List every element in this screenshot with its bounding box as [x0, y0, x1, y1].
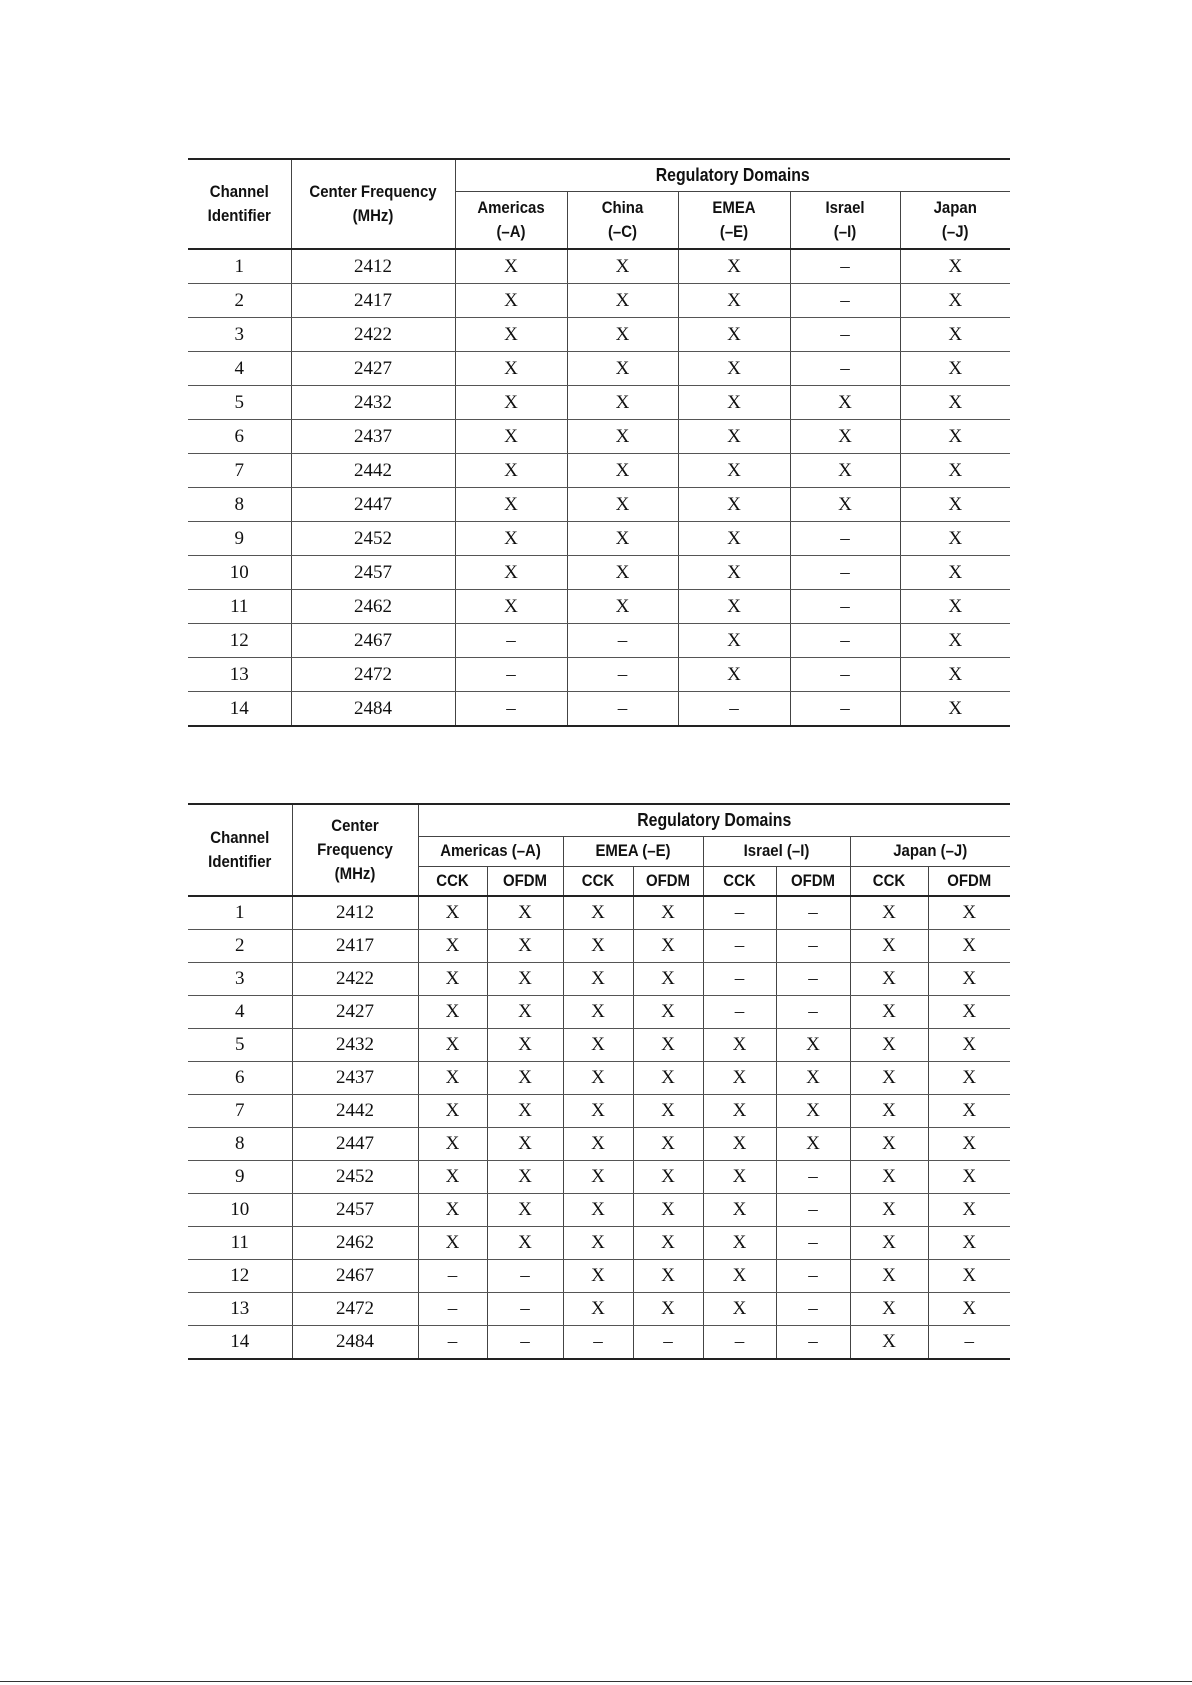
support-cell: X [850, 1260, 928, 1293]
support-cell: X [418, 996, 487, 1029]
table-row [188, 454, 1010, 488]
channel-cell: 5 [188, 386, 291, 420]
frequency-cell: 2432 [291, 386, 455, 420]
support-cell: X [633, 963, 703, 996]
support-cell: – [790, 624, 900, 658]
support-cell: X [928, 1161, 1010, 1194]
support-cell: X [678, 249, 790, 284]
support-cell: – [703, 896, 776, 930]
support-cell: X [678, 556, 790, 590]
support-cell: X [487, 1194, 563, 1227]
table-row [188, 1260, 1010, 1293]
table-row [188, 284, 1010, 318]
modulation-ofdm-header: OFDM [780, 866, 845, 896]
regulatory-domains-header: Regulatory Domains [454, 804, 975, 836]
support-cell: X [563, 963, 633, 996]
channel-cell: 3 [188, 318, 291, 352]
modulation-cck-header: CCK [707, 866, 771, 896]
support-cell: X [418, 1062, 487, 1095]
support-cell: – [790, 590, 900, 624]
channel-cell: 5 [188, 1029, 292, 1062]
support-cell: X [900, 556, 1010, 590]
support-cell: – [790, 284, 900, 318]
table-row [188, 556, 1010, 590]
support-cell: – [567, 658, 678, 692]
table-row [188, 249, 1010, 284]
support-cell: X [633, 930, 703, 963]
table-row [188, 1326, 1010, 1360]
table-row [188, 318, 1010, 352]
support-cell: X [563, 1161, 633, 1194]
channel-identifier-header: Channel Identifier [194, 804, 286, 896]
support-cell: X [900, 318, 1010, 352]
support-cell: X [633, 1227, 703, 1260]
support-cell: – [790, 658, 900, 692]
support-cell: X [928, 963, 1010, 996]
support-cell: X [703, 1260, 776, 1293]
support-cell: – [776, 1227, 850, 1260]
table-row [188, 996, 1010, 1029]
table-row [188, 420, 1010, 454]
support-cell: X [567, 249, 678, 284]
support-cell: – [418, 1293, 487, 1326]
support-cell: X [900, 284, 1010, 318]
support-cell: X [455, 420, 567, 454]
support-cell: X [567, 556, 678, 590]
domain-header-americas: Americas (–A) [462, 191, 561, 249]
channel-cell: 7 [188, 1095, 292, 1128]
support-cell: X [703, 1194, 776, 1227]
support-cell: X [850, 996, 928, 1029]
support-cell: – [567, 692, 678, 727]
support-cell: X [790, 386, 900, 420]
frequency-cell: 2442 [291, 454, 455, 488]
domain-header-emea: EMEA (–E) [685, 191, 784, 249]
channel-cell: 14 [188, 692, 291, 727]
support-cell: X [633, 896, 703, 930]
channel-cell: 12 [188, 624, 291, 658]
support-cell: – [790, 249, 900, 284]
support-cell: – [790, 556, 900, 590]
support-cell: – [790, 522, 900, 556]
support-cell: X [850, 1128, 928, 1161]
frequency-cell: 2472 [292, 1293, 418, 1326]
support-cell: X [567, 488, 678, 522]
support-cell: X [418, 963, 487, 996]
support-cell: X [678, 454, 790, 488]
table-row [188, 1194, 1010, 1227]
support-cell: X [418, 896, 487, 930]
channel-cell: 7 [188, 454, 291, 488]
channel-cell: 12 [188, 1260, 292, 1293]
support-cell: X [455, 590, 567, 624]
domain-header-china: China (–C) [574, 191, 672, 249]
center-frequency-header: Center Frequency (MHz) [300, 804, 411, 896]
support-cell: X [928, 1227, 1010, 1260]
support-cell: X [563, 1194, 633, 1227]
table-row [188, 1095, 1010, 1128]
support-cell: – [563, 1326, 633, 1360]
support-cell: X [455, 522, 567, 556]
support-cell: X [678, 590, 790, 624]
support-cell: X [850, 1095, 928, 1128]
support-cell: X [455, 386, 567, 420]
support-cell: X [928, 1128, 1010, 1161]
channel-cell: 6 [188, 420, 291, 454]
modulation-ofdm-header: OFDM [933, 866, 1005, 896]
support-cell: X [928, 930, 1010, 963]
support-cell: X [928, 1062, 1010, 1095]
frequency-cell: 2462 [291, 590, 455, 624]
support-cell: X [563, 1128, 633, 1161]
support-cell: X [776, 1095, 850, 1128]
support-cell: – [776, 1161, 850, 1194]
channel-cell: 9 [188, 1161, 292, 1194]
support-cell: – [928, 1326, 1010, 1360]
table-row [188, 624, 1010, 658]
channel-cell: 14 [188, 1326, 292, 1360]
support-cell: X [418, 930, 487, 963]
domain-header-israel: Israel (–I) [797, 191, 894, 249]
domain-header-emea: EMEA (–E) [571, 836, 694, 866]
support-cell: – [678, 692, 790, 727]
support-cell: X [567, 590, 678, 624]
table-row [188, 1293, 1010, 1326]
modulation-cck-header: CCK [422, 866, 483, 896]
frequency-cell: 2417 [291, 284, 455, 318]
support-cell: X [563, 930, 633, 963]
support-cell: X [850, 1062, 928, 1095]
frequency-cell: 2432 [292, 1029, 418, 1062]
support-cell: X [928, 1095, 1010, 1128]
support-cell: X [678, 386, 790, 420]
support-cell: X [928, 1194, 1010, 1227]
support-cell: X [567, 454, 678, 488]
support-cell: – [776, 1194, 850, 1227]
domain-header-japan: Japan (–J) [860, 836, 1001, 866]
channel-table-body [188, 896, 1010, 1359]
center-frequency-header: Center Frequency (MHz) [301, 159, 445, 249]
support-cell: X [703, 1227, 776, 1260]
table-row [188, 1029, 1010, 1062]
support-cell: X [418, 1161, 487, 1194]
support-cell: X [703, 1128, 776, 1161]
support-cell: X [563, 1293, 633, 1326]
support-cell: X [703, 1029, 776, 1062]
support-cell: X [455, 318, 567, 352]
modulation-ofdm-header: OFDM [492, 866, 559, 896]
table-row [188, 352, 1010, 386]
support-cell: X [487, 996, 563, 1029]
support-cell: X [678, 658, 790, 692]
channel-cell: 1 [188, 896, 292, 930]
support-cell: X [418, 1095, 487, 1128]
channel-cell: 3 [188, 963, 292, 996]
support-cell: X [487, 1128, 563, 1161]
frequency-cell: 2422 [292, 963, 418, 996]
support-cell: X [567, 420, 678, 454]
support-cell: X [633, 1161, 703, 1194]
support-cell: X [678, 318, 790, 352]
support-cell: X [678, 420, 790, 454]
support-cell: X [563, 896, 633, 930]
support-cell: X [563, 1260, 633, 1293]
support-cell: X [850, 1161, 928, 1194]
support-cell: X [776, 1062, 850, 1095]
support-cell: X [633, 1260, 703, 1293]
support-cell: X [563, 1227, 633, 1260]
support-cell: X [776, 1128, 850, 1161]
frequency-cell: 2447 [292, 1128, 418, 1161]
table-row [188, 1161, 1010, 1194]
channel-identifier-header: Channel Identifier [194, 159, 285, 249]
channel-cell: 4 [188, 996, 292, 1029]
regulatory-domains-header: Regulatory Domains [488, 159, 976, 191]
table-row [188, 1062, 1010, 1095]
support-cell: X [487, 1095, 563, 1128]
frequency-cell: 2447 [291, 488, 455, 522]
support-cell: X [487, 1029, 563, 1062]
support-cell: X [418, 1227, 487, 1260]
channel-table-body [188, 249, 1010, 726]
support-cell: X [567, 352, 678, 386]
support-cell: – [455, 624, 567, 658]
page-bottom-rule [0, 1681, 1192, 1682]
support-cell: X [790, 488, 900, 522]
support-cell: X [900, 352, 1010, 386]
support-cell: X [900, 420, 1010, 454]
support-cell: – [776, 896, 850, 930]
support-cell: X [455, 556, 567, 590]
support-cell: X [487, 963, 563, 996]
support-cell: X [633, 1194, 703, 1227]
support-cell: X [850, 1194, 928, 1227]
support-cell: X [633, 1029, 703, 1062]
domain-header-israel: Israel (–I) [712, 836, 841, 866]
channel-cell: 2 [188, 930, 292, 963]
support-cell: X [487, 1227, 563, 1260]
channel-cell: 10 [188, 1194, 292, 1227]
support-cell: X [455, 454, 567, 488]
frequency-cell: 2437 [291, 420, 455, 454]
support-cell: X [703, 1293, 776, 1326]
frequency-cell: 2412 [291, 249, 455, 284]
support-cell: X [563, 996, 633, 1029]
support-cell: X [850, 1293, 928, 1326]
support-cell: – [703, 963, 776, 996]
support-cell: – [487, 1293, 563, 1326]
support-cell: X [850, 930, 928, 963]
support-cell: X [487, 930, 563, 963]
table-row [188, 522, 1010, 556]
support-cell: X [487, 1062, 563, 1095]
frequency-cell: 2437 [292, 1062, 418, 1095]
table-row [188, 692, 1010, 727]
domain-header-japan: Japan (–J) [907, 191, 1004, 249]
support-cell: – [455, 692, 567, 727]
support-cell: X [850, 1029, 928, 1062]
support-cell: X [563, 1095, 633, 1128]
table-row [188, 1128, 1010, 1161]
frequency-cell: 2484 [291, 692, 455, 727]
table-row [188, 896, 1010, 930]
support-cell: X [455, 352, 567, 386]
support-cell: X [900, 590, 1010, 624]
support-cell: X [850, 963, 928, 996]
support-cell: – [790, 318, 900, 352]
modulation-cck-header: CCK [855, 866, 924, 896]
support-cell: X [563, 1029, 633, 1062]
modulation-ofdm-header: OFDM [637, 866, 699, 896]
table-row [188, 930, 1010, 963]
support-cell: X [455, 488, 567, 522]
frequency-cell: 2452 [292, 1161, 418, 1194]
channel-cell: 2 [188, 284, 291, 318]
support-cell: X [850, 896, 928, 930]
support-cell: X [678, 488, 790, 522]
channel-table-by-domain [188, 158, 1010, 727]
support-cell: X [928, 1293, 1010, 1326]
support-cell: X [678, 624, 790, 658]
channel-cell: 13 [188, 658, 291, 692]
channel-cell: 11 [188, 1227, 292, 1260]
support-cell: X [900, 522, 1010, 556]
support-cell: X [850, 1227, 928, 1260]
support-cell: – [703, 996, 776, 1029]
frequency-cell: 2412 [292, 896, 418, 930]
frequency-cell: 2422 [291, 318, 455, 352]
channel-cell: 11 [188, 590, 291, 624]
frequency-cell: 2484 [292, 1326, 418, 1360]
support-cell: X [776, 1029, 850, 1062]
frequency-cell: 2427 [292, 996, 418, 1029]
frequency-cell: 2417 [292, 930, 418, 963]
support-cell: X [678, 284, 790, 318]
support-cell: X [487, 896, 563, 930]
support-cell: – [487, 1260, 563, 1293]
support-cell: X [900, 454, 1010, 488]
table-row [188, 386, 1010, 420]
channel-cell: 8 [188, 488, 291, 522]
support-cell: X [703, 1095, 776, 1128]
support-cell: X [928, 1260, 1010, 1293]
frequency-cell: 2427 [291, 352, 455, 386]
support-cell: X [487, 1161, 563, 1194]
support-cell: X [633, 1095, 703, 1128]
support-cell: X [567, 318, 678, 352]
support-cell: – [776, 996, 850, 1029]
channel-cell: 9 [188, 522, 291, 556]
support-cell: X [418, 1128, 487, 1161]
frequency-cell: 2462 [292, 1227, 418, 1260]
support-cell: X [790, 420, 900, 454]
support-cell: – [776, 963, 850, 996]
frequency-cell: 2467 [292, 1260, 418, 1293]
channel-cell: 1 [188, 249, 291, 284]
frequency-cell: 2472 [291, 658, 455, 692]
support-cell: X [900, 488, 1010, 522]
table-row [188, 590, 1010, 624]
support-cell: X [928, 996, 1010, 1029]
support-cell: X [418, 1029, 487, 1062]
support-cell: X [900, 386, 1010, 420]
support-cell: – [776, 1326, 850, 1360]
support-cell: X [703, 1062, 776, 1095]
support-cell: X [850, 1326, 928, 1360]
support-cell: X [703, 1161, 776, 1194]
support-cell: X [633, 996, 703, 1029]
support-cell: – [567, 624, 678, 658]
support-cell: X [633, 1293, 703, 1326]
channel-cell: 4 [188, 352, 291, 386]
support-cell: X [928, 1029, 1010, 1062]
support-cell: X [900, 692, 1010, 727]
support-cell: X [455, 284, 567, 318]
support-cell: – [633, 1326, 703, 1360]
support-cell: – [776, 1260, 850, 1293]
table-row [188, 1227, 1010, 1260]
support-cell: – [418, 1326, 487, 1360]
frequency-cell: 2452 [291, 522, 455, 556]
table-row [188, 488, 1010, 522]
table-row [188, 658, 1010, 692]
support-cell: X [567, 522, 678, 556]
frequency-cell: 2467 [291, 624, 455, 658]
support-cell: – [703, 1326, 776, 1360]
channel-cell: 8 [188, 1128, 292, 1161]
support-cell: X [928, 896, 1010, 930]
support-cell: – [790, 352, 900, 386]
support-cell: X [633, 1128, 703, 1161]
frequency-cell: 2442 [292, 1095, 418, 1128]
support-cell: – [455, 658, 567, 692]
support-cell: X [567, 284, 678, 318]
support-cell: – [776, 1293, 850, 1326]
modulation-cck-header: CCK [567, 866, 629, 896]
channel-cell: 6 [188, 1062, 292, 1095]
table-row [188, 963, 1010, 996]
support-cell: X [900, 624, 1010, 658]
channel-table-by-modulation [188, 803, 1010, 1360]
support-cell: X [678, 522, 790, 556]
frequency-cell: 2457 [292, 1194, 418, 1227]
domain-header-americas: Americas (–A) [427, 836, 555, 866]
support-cell: X [563, 1062, 633, 1095]
support-cell: X [900, 658, 1010, 692]
support-cell: – [487, 1326, 563, 1360]
support-cell: X [567, 386, 678, 420]
support-cell: X [900, 249, 1010, 284]
support-cell: – [790, 692, 900, 727]
support-cell: X [633, 1062, 703, 1095]
support-cell: – [418, 1260, 487, 1293]
support-cell: X [678, 352, 790, 386]
channel-cell: 13 [188, 1293, 292, 1326]
frequency-cell: 2457 [291, 556, 455, 590]
support-cell: X [418, 1194, 487, 1227]
support-cell: X [790, 454, 900, 488]
support-cell: – [776, 930, 850, 963]
channel-cell: 10 [188, 556, 291, 590]
support-cell: – [703, 930, 776, 963]
support-cell: X [455, 249, 567, 284]
